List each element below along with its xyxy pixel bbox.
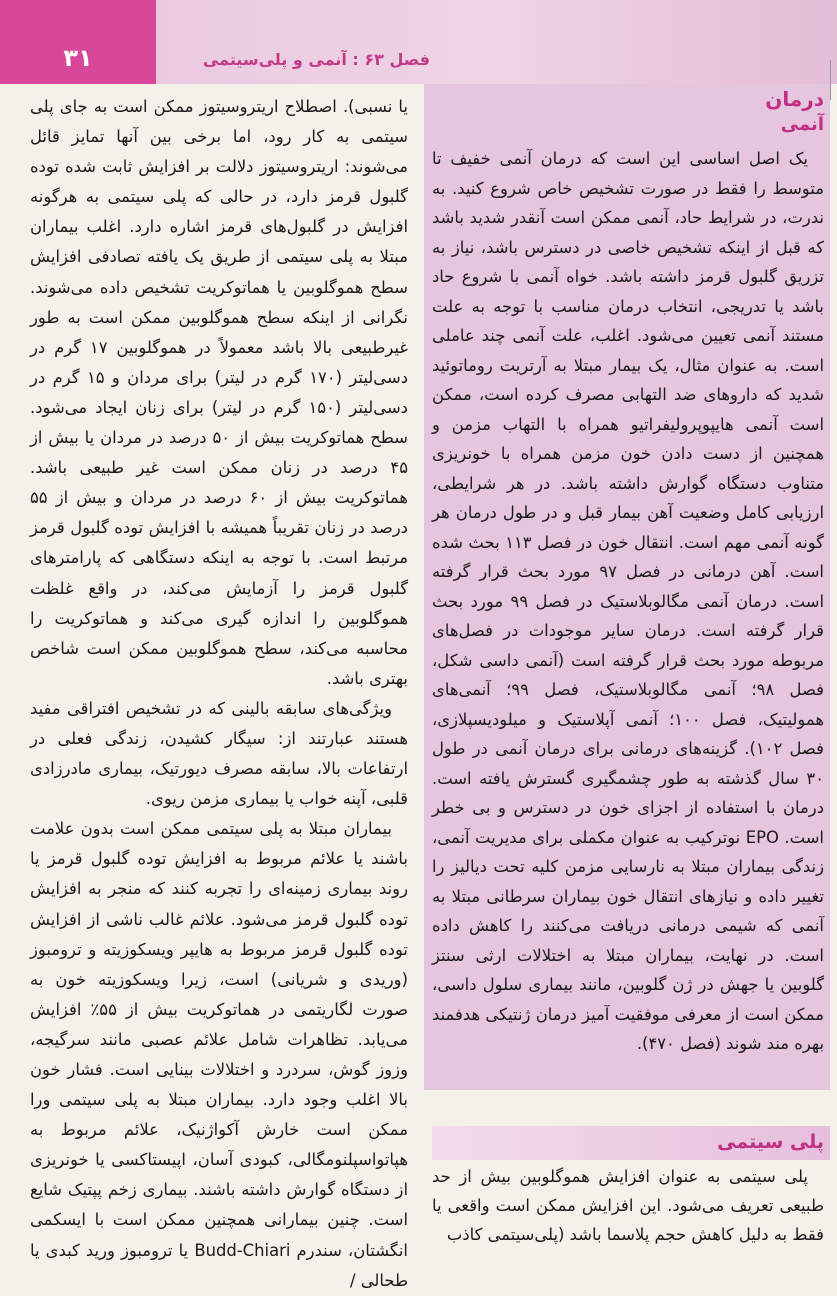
polycythemia-heading: پلی سیتمی — [717, 1131, 824, 1153]
page-edge-mark — [830, 60, 837, 100]
page-number: ۳۱ — [0, 0, 156, 84]
treatment-heading: درمان — [765, 87, 824, 111]
anemia-subheading: آنمی — [780, 114, 824, 135]
left-paragraph-3: بیماران مبتلا به پلی سیتمی ممکن است بدون علامت باشند یا علائم مربوط به افزایش توده گلبول قرمز یا روند بیماری زمینه‌ای را تجربه کنند که منجر به افزایش توده گلبول قرمز می‌شود. علائم غالب ناشی از افزایش توده گلبول قرمز مربوط به هایپر ویسکوزیته و ترومبوز (وریدی و شریانی) است، زیرا ویسکوزیته خون به صورت لگاریتمی در هماتوکریت بیش از ۵۵٪ افزایش می‌یابد. تظاهرات شامل علائم عصبی مانند سرگیجه، وزوز گوش، سردرد و اختلالات بینایی است. فشار خون بالا اغلب وجود دارد. بیماران مبتلا به پلی سیتمی ورا ممکن است خارش آکواژنیک، علائم مربوط به هپاتواسپلنومگالی، کبودی آسان، اپیستاکسی یا خونریزی از دستگاه گوارش داشته باشند. بیماری زخم پپتیک شایع است. چنین بیمارانی همچنین ممکن است با ایسکمی انگشتان، سندرم Budd-Chiari یا ترومبوز ورید کبدی یا طحالی / — [30, 819, 408, 1290]
polycythemia-body: پلی سیتمی به عنوان افزایش هموگلوبین بیش از حد طبیعی تعریف می‌شود. این افزایش ممکن است واقعی یا فقط به دلیل کاهش حجم پلاسما باشد (پلی‌سیتمی کاذب — [432, 1167, 824, 1244]
treatment-section — [432, 86, 824, 1059]
left-paragraph-2: ویژگی‌های سابقه بالینی که در تشخیص افتراقی مفید هستند عبارتند از: سیگار کشیدن، زندگی فعلی در ارتفاعات بالا، سابقه مصرف دیورتیک، بیماری مادرزادی قلبی، آپنه خواب یا بیماری مزمن ریوی. — [30, 698, 408, 809]
left-paragraph-1: یا نسبی). اصطلاح اریتروسیتوز ممکن است به جای پلی سیتمی به کار رود، اما برخی بین آنها تمایز قائل می‌شوند: اریتروسیتوز دلالت بر افزایش ثابت شده توده گلبول قرمز دارد، در حالی که پلی سیتمی به هرگونه افزایش در گلبول‌های قرمز اشاره دارد. اغلب بیماران مبتلا به پلی سیتمی از طریق یک یافته تصادفی افزایش سطح هموگلوبین یا هماتوکریت تشخیص داده می‌شوند. نگرانی از اینکه سطح هموگلوبین ممکن است به طور غیرطبیعی بالا باشد معمولاً در هموگلوبین ۱۷ گرم در دسی‌لیتر (۱۷۰ گرم در لیتر) برای مردان و ۱۵ گرم در دسی‌لیتر (۱۵۰ گرم در لیتر) برای زنان ایجاد می‌شود. سطح هماتوکریت بیش از ۵۰ درصد در مردان یا بیش از ۴۵ درصد در زنان ممکن است غیر طبیعی باشد. هماتوکریت بیش از ۶۰ درصد در مردان و بیش از ۵۵ درصد در زنان تقریباً همیشه با افزایش توده گلبول قرمز مرتبط است. با توجه به اینکه دستگاهی که پارامترهای گلبول قرمز را آزمایش می‌کند، در واقع غلظت هموگلوبین را اندازه گیری می‌کند و هماتوکریت را محاسبه می‌کند، سطح هموگلوبین ممکن است شاخص بهتری باشد. — [30, 97, 409, 688]
treatment-body: یک اصل اساسی این است که درمان آنمی خفیف تا متوسط را فقط در صورت تشخیص خاص شروع کنید. به ندرت، در شرایط حاد، آنمی ممکن است آنقدر شدید باشد که قبل از اینکه تشخیص خاصی در دسترس باشد، نیاز به تزریق گلبول قرمز داشته باشد. خواه آنمی با شروع حاد باشد یا تدریجی، انتخاب درمان مناسب با توجه به علت مستند آنمی تعیین می‌شود. اغلب، علت آنمی چند عاملی است. به عنوان مثال، یک بیمار مبتلا به آرتریت روماتوئید شدید که داروهای ضد التهابی مصرف کرده است، ممکن است آنمی هایپوپرولیفراتیو همراه با التهاب مزمن و همچنین از دست دادن خون مزمن همراه با خونریزی متناوب دستگاه گوارش داشته باشد. در هر شرایطی، ارزیابی کامل وضعیت آهن بیمار قبل و در طول درمان هر گونه آنمی مهم است. انتقال خون در فصل ۱۱۳ بحث شده است. آهن درمانی در فصل ۹۷ مورد بحث قرار گرفته است. درمان آنمی مگالوبلاستیک در فصل ۹۹ مورد بحث قرار گرفته است. درمان سایر موجودات در فصل‌های مربوطه مورد بحث قرار گرفته است (آنمی داسی شکل، فصل ۹۸؛ آنمی مگالوبلاستیک، فصل ۹۹؛ آنمی‌های همولیتیک، فصل ۱۰۰؛ آنمی آپلاستیک و میلودیسپلازی، فصل ۱۰۲). گزینه‌های درمانی برای درمان آنمی در طول ۳۰ سال گذشته به طور چشمگیری گسترش یافته است. درمان با استفاده از اجزای خون در دسترس و بی خطر است. EPO نوترکیب به عنوان مکملی برای مدیریت آنمی، زندگی بیماران مبتلا به نارسایی مزمن کلیه تحت دیالیز را تغییر داده و نیازهای انتقال خون بیماران سرطانی مبتلا به آنمی که شیمی درمانی دریافت می‌کنند را کاهش داده است. در نهایت، بیماران مبتلا به اختلالات ارثی سنتز گلوبین یا جهش در ژن گلوبین، مانند بیماری سلول داسی، ممکن است از معرفی موفقیت آمیز درمان ژنتیکی هدفمند بهره مند شوند (فصل ۴۷۰). — [432, 149, 825, 1053]
chapter-title: فصل ۶۳ : آنمی و پلی‌سیتمی — [202, 50, 430, 69]
left-column — [30, 92, 408, 1296]
